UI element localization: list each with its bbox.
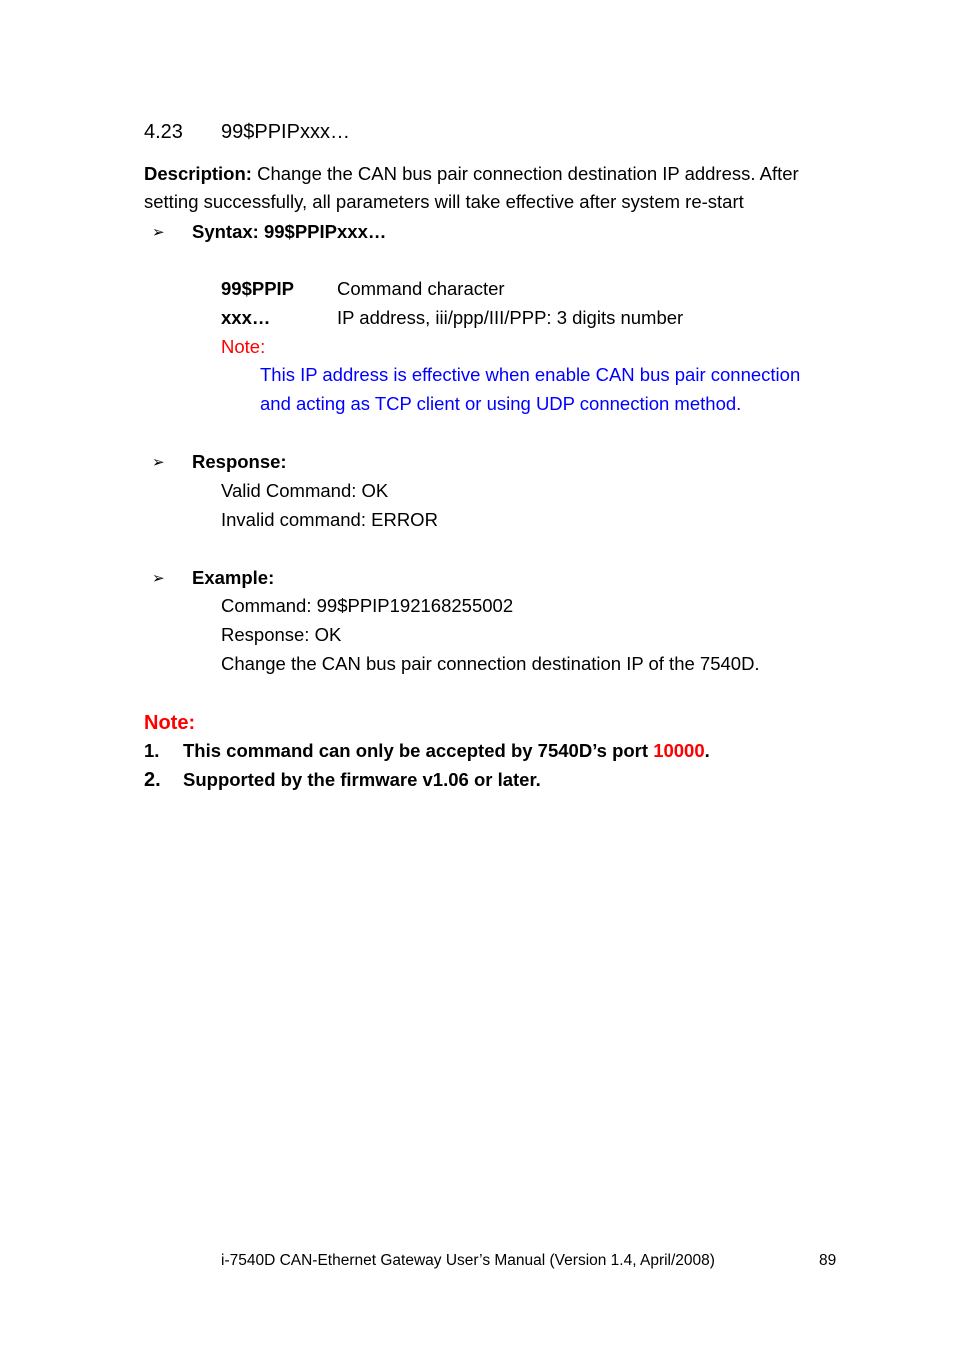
example-line: Response: OK	[221, 624, 342, 645]
example-line: Command: 99$PPIP192168255002	[221, 595, 514, 616]
example-line: Change the CAN bus pair connection destination IP of the 7540D.	[221, 653, 760, 674]
example-bullet-icon: ➢	[152, 570, 165, 587]
description-text-1: Change the CAN bus pair connection destination IP address. After	[251, 163, 799, 184]
description-label: Description:	[144, 163, 252, 184]
footer-manual-title: i-7540D CAN-Ethernet Gateway User’s Manual (Version 1.4, April/2008)	[221, 1252, 715, 1269]
note-item-tail: .	[704, 740, 710, 761]
response-line: Invalid command: ERROR	[221, 509, 438, 530]
response-heading: Response:	[192, 451, 287, 472]
note-item-text: This command can only be accepted by 7540D’s port	[183, 740, 654, 761]
syntax-note-line-1: This IP address is effective when enable CAN bus pair connection	[260, 364, 801, 385]
example-heading: Example:	[192, 567, 275, 588]
note-item-2: Supported by the firmware v1.06 or later.	[183, 769, 541, 790]
page-number: 89	[819, 1252, 837, 1269]
notes-label: Note:	[144, 712, 196, 734]
syntax-bullet-icon: ➢	[152, 224, 165, 241]
note-item-1	[183, 742, 710, 761]
description-line-2: setting successfully, all parameters will take effective after system re-start	[144, 191, 744, 212]
syntax-param-name: xxx…	[221, 307, 271, 328]
syntax-note-label: Note:	[221, 336, 266, 357]
note-item-number: 2.	[144, 769, 161, 791]
syntax-heading: Syntax: 99$PPIPxxx…	[192, 221, 387, 242]
response-line: Valid Command: OK	[221, 480, 389, 501]
port-number-highlight: 10000	[653, 740, 705, 761]
section-title: 99$PPIPxxx…	[221, 121, 350, 143]
description-line-1	[144, 165, 799, 184]
note-item-number: 1.	[144, 740, 160, 761]
syntax-note-line-2: and acting as TCP client or using UDP connection method.	[260, 393, 742, 414]
syntax-param-desc: IP address, iii/ppp/III/PPP: 3 digits number	[337, 307, 684, 328]
syntax-param-name: 99$PPIP	[221, 278, 295, 299]
syntax-param-desc: Command character	[337, 278, 505, 299]
response-bullet-icon: ➢	[152, 454, 165, 471]
section-number: 4.23	[144, 121, 183, 143]
